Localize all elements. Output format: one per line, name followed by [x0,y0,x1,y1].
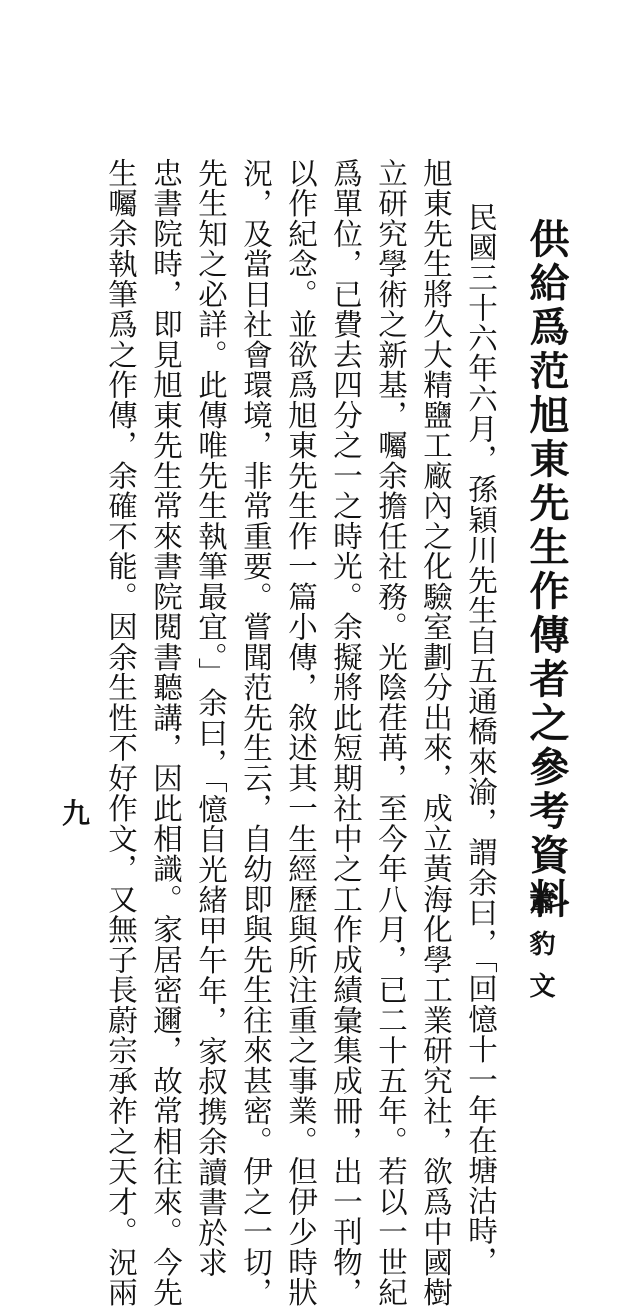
author-name: 蕭豹文 [525,888,555,1014]
body-column-5: 以作紀念。並欲爲旭東先生作一篇小傳，敘述其一生經歷與所注重之事業。但伊少時狀 [284,158,318,1308]
body-column-9: 生囑余執筆爲之作傳，余確不能。因余生性不好作文，又無子長蔚宗承祚之天才。況兩 [104,158,138,1308]
body-column-8: 忠書院時，即見旭東先生常來書院閱書聽講，因此相識。家居密邇，故常相往來。今先 [149,158,183,1308]
body-column-1: 民國三十六年六月，孫穎川先生自五通橋來渝，謂余曰，「回憶十一年在塘沽時， [464,202,498,1277]
body-column-4: 爲單位，已費去四分之一之時光。余擬將此短期社中之工作成績彙集成冊，出一刊物， [329,158,363,1308]
page-number: 九 [62,797,91,830]
body-column-2: 旭東先生將久大精鹽工廠內之化驗室劃分出來，成立黃海化學工業研究社，欲爲中國樹 [419,158,453,1308]
body-column-7: 先生知之必詳。此傳唯先生執筆最宜。」余曰，「憶自光緒甲午年，家叔携余讀書於求 [194,158,228,1278]
body-column-6: 況，及當日社會環境，非常重要。嘗聞范先生云，自幼即與先生往來甚密。伊之一切， [239,158,273,1308]
body-column-3: 立研究學術之新基，囑余擔任社務。光陰荏苒，至今年八月，已二十五年。若以一世紀 [374,158,408,1308]
document-title: 供給爲范旭東先生作傳者之參考資料 [523,218,570,922]
